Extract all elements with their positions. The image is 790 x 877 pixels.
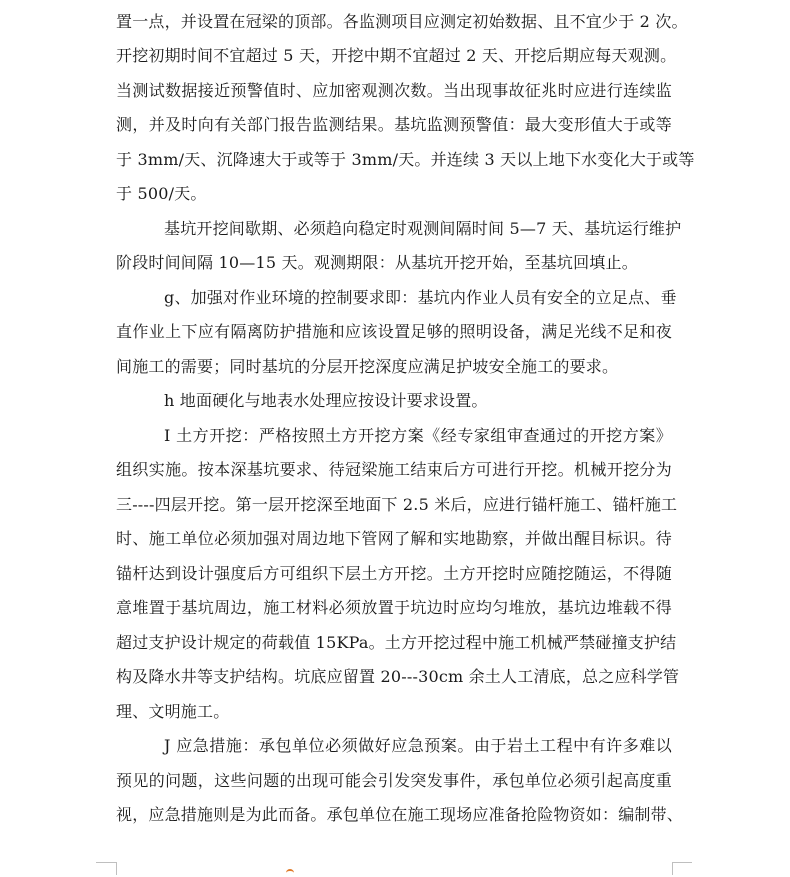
text-line-1: 置一点，并设置在冠梁的顶部。各监测项目应测定初始数据、且不宜少于 2 次。 bbox=[116, 12, 688, 31]
page-corner-mark-right bbox=[672, 862, 692, 863]
text-line-19: 超过支护设计规定的荷载值 15KPa。土方开挖过程中施工机械严禁碰撞支护结 bbox=[116, 633, 677, 652]
text-line-15: 三----四层开挖。第一层开挖深至地面下 2.5 米后，应进行锚杆施工、锚杆施工 bbox=[116, 495, 678, 514]
text-line-6: 于 500/天。 bbox=[116, 184, 207, 203]
text-line-4: 测，并及时向有关部门报告监测结果。基坑监测预警值：最大变形值大于或等 bbox=[116, 115, 672, 134]
text-line-22: J 应急措施：承包单位必须做好应急预案。由于岩土工程中有许多难以 bbox=[164, 736, 672, 755]
text-line-20: 构及降水井等支护结构。坑底应留置 20---30cm 余土人工清底，总之应科学管 bbox=[116, 667, 680, 686]
spellcheck-mark-icon bbox=[286, 869, 294, 877]
text-line-2: 开挖初期时间不宜超过 5 天，开挖中期不宜超过 2 天、开挖后期应每天观测。 bbox=[116, 46, 677, 65]
page-corner-mark-left bbox=[96, 862, 116, 863]
text-line-17: 锚杆达到设计强度后方可组织下层土方开挖。土方开挖时应随挖随运，不得随 bbox=[116, 564, 672, 583]
text-line-7: 基坑开挖间歇期、必须趋向稳定时观测间隔时间 5—7 天、基坑运行维护 bbox=[164, 219, 682, 238]
page-corner-mark-right-vertical bbox=[672, 862, 673, 875]
text-line-3: 当测试数据接近预警值时、应加密观测次数。当出现事故征兆时应进行连续监 bbox=[116, 81, 672, 100]
text-line-9: g、加强对作业环境的控制要求即：基坑内作业人员有安全的立足点、垂 bbox=[164, 288, 677, 307]
text-line-5: 于 3mm/天、沉降速大于或等于 3mm/天。并连续 3 天以上地下水变化大于或等 bbox=[116, 150, 695, 169]
text-line-21: 理、文明施工。 bbox=[116, 702, 230, 721]
text-line-12: h 地面硬化与地表水处理应按设计要求设置。 bbox=[164, 391, 488, 410]
text-line-16: 时、施工单位必须加强对周边地下管网了解和实地勘察，并做出醒目标识。待 bbox=[116, 529, 672, 548]
text-line-8: 阶段时间间隔 10—15 天。观测期限：从基坑开挖开始，至基坑回填止。 bbox=[116, 253, 638, 272]
text-line-14: 组织实施。按本深基坑要求、待冠梁施工结束后方可进行开挖。机械开挖分为 bbox=[116, 460, 672, 479]
text-line-10: 直作业上下应有隔离防护措施和应该设置足够的照明设备，满足光线不足和夜 bbox=[116, 322, 672, 341]
text-line-13: I 土方开挖：严格按照土方开挖方案《经专家组审查通过的开挖方案》 bbox=[164, 426, 672, 445]
text-line-24: 视，应急措施则是为此而备。承包单位在施工现场应准备抢险物资如：编制带、 bbox=[116, 805, 684, 824]
text-line-23: 预见的问题，这些问题的出现可能会引发突发事件，承包单位必须引起高度重 bbox=[116, 771, 672, 790]
page-corner-mark-left-vertical bbox=[116, 862, 117, 875]
text-line-18: 意堆置于基坑周边，施工材料必须放置于坑边时应均匀堆放，基坑边堆载不得 bbox=[116, 598, 672, 617]
text-line-11: 间施工的需要；同时基坑的分层开挖深度应满足护坡安全施工的要求。 bbox=[116, 357, 619, 376]
